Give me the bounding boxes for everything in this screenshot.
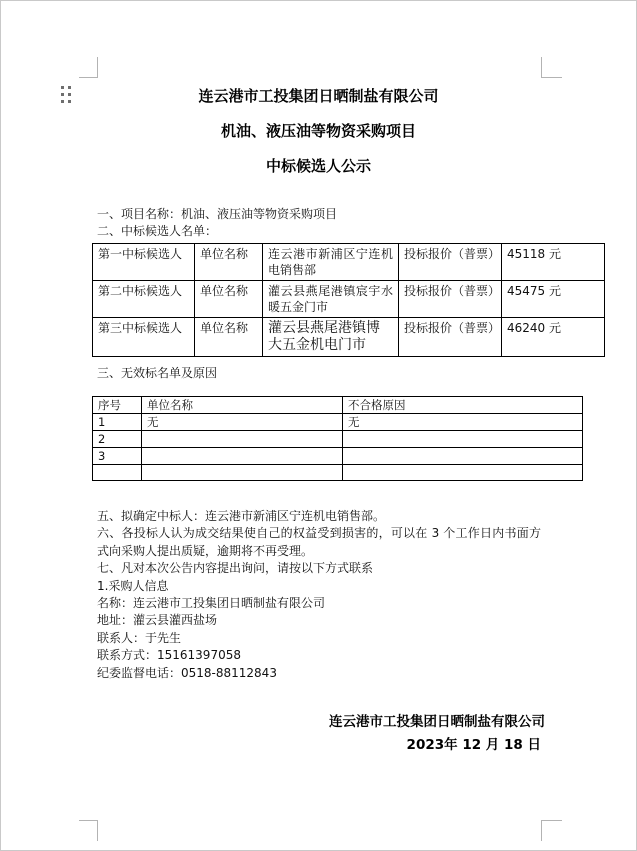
document-title-announcement: 中标候选人公示 [265,157,371,175]
reason-cell [343,448,583,465]
table-header-row [93,397,583,414]
price-label: 投标报价（普票） [399,318,502,357]
price-label: 投标报价（普票） [399,281,502,318]
field-label: 单位名称 [195,244,263,281]
field-label: 单位名称 [195,318,263,357]
candidate-rank: 第二中标候选人 [93,281,195,318]
reason-cell [343,465,583,481]
candidate-rank: 第三中标候选人 [93,318,195,357]
candidate-rank: 第一中标候选人 [93,244,195,281]
price-value: 46240 元 [502,318,605,357]
margin-corner-bottom-right-icon [541,820,562,841]
buyer-contact-person: 联系人：于先生 [97,630,182,645]
column-header-index: 序号 [93,397,142,414]
price-value: 45118 元 [502,244,605,281]
invalid-bids-table [92,396,583,481]
price-label: 投标报价（普票） [399,244,502,281]
section-3-invalid-bids-heading: 三、无效标名单及原因 [97,366,218,380]
column-header-company: 单位名称 [142,397,343,414]
table-row [93,465,583,481]
candidates-table [92,243,605,357]
price-value: 45475 元 [502,281,605,318]
company-cell: 无 [142,414,343,431]
section-intro [97,206,541,241]
reason-cell [343,431,583,448]
column-header-reason: 不合格原因 [343,397,583,414]
document-title-company: 连云港市工投集团日晒制盐有限公司 [198,87,439,105]
margin-corner-top-left-icon [79,57,98,78]
sections-5-to-7 [97,508,541,682]
row-index [93,465,142,481]
company-cell [142,431,343,448]
buyer-name: 名称：连云港市工投集团日晒制盐有限公司 [97,596,326,611]
reason-cell: 无 [343,414,583,431]
company-name: 灌云县燕尾港镇博大五金机电门市 [263,318,399,357]
margin-corner-top-right-icon [541,57,562,78]
table-row [93,281,605,318]
section-6-objection-period: 六、各投标人认为成交结果使自己的权益受到损害的，可以在 3 个工作日内书面方式向采购人提出质疑，逾期将不再受理。 [97,526,541,558]
section-3-heading-block [97,365,541,382]
section-7-contact-heading: 七、凡对本次公告内容提出询问，请按以下方式联系 [97,561,374,576]
company-cell [142,465,343,481]
table-row [93,414,583,431]
section-5-winner: 五、拟确定中标人：连云港市新浦区宁连机电销售部。 [97,509,386,523]
table-row [93,431,583,448]
field-label: 单位名称 [195,281,263,318]
table-row [93,448,583,465]
discipline-supervision-phone: 纪委监督电话：0518-88112843 [97,665,277,680]
table-row [93,318,605,357]
row-index: 1 [93,414,142,431]
company-cell [142,448,343,465]
table-row [93,244,605,281]
company-name: 连云港市新浦区宁连机电销售部 [263,244,399,281]
signature-company: 连云港市工投集团日晒制盐有限公司 [329,714,545,730]
company-name: 灌云县燕尾港镇宸宇水暖五金门市 [263,281,399,318]
section-2-candidate-list-heading: 二、中标候选人名单： [97,224,218,239]
section-1-project-name: 一、项目名称：机油、液压油等物资采购项目 [97,207,338,221]
signature-date: 2023年 12 月 18 日 [406,737,541,753]
document-title-project: 机油、液压油等物资采购项目 [220,122,416,140]
row-index: 2 [93,431,142,448]
signature-block [97,714,545,754]
buyer-phone: 联系方式：15161397058 [97,648,241,663]
buyer-address: 地址：灌云县灌西盐场 [97,613,218,628]
margin-corner-bottom-left-icon [79,820,98,841]
row-index: 3 [93,448,142,465]
buyer-info-heading: 1.采购人信息 [97,578,169,593]
